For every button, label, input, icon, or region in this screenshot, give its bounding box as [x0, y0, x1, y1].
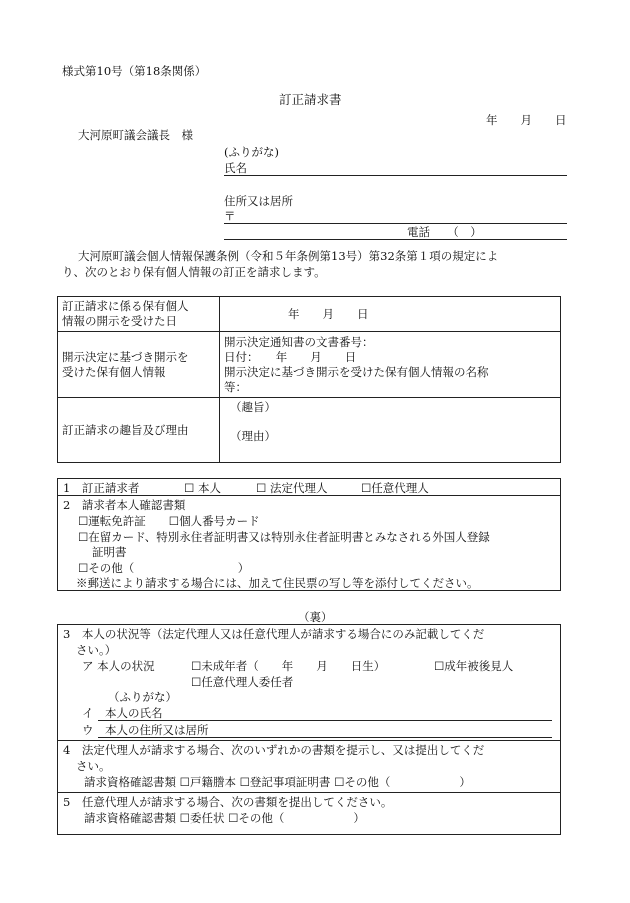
id-docs-line1[interactable]: ☐運転免許証 ☐個人番号カード — [78, 514, 260, 528]
purpose-reason-label: 訂正請求の趣旨及び理由 — [58, 398, 220, 463]
principal-address-label: ウ 本人の住所又は居所 — [82, 723, 209, 737]
name-label: 氏名 — [224, 161, 247, 175]
option-legal-agent[interactable]: ☐ 法定代理人 — [256, 481, 328, 495]
disclosed-info-value[interactable]: 開示決定通知書の文書番号： 日付： 年 月 日 開示決定に基づき開示を受けた保有個人情報の名称 等： — [220, 332, 561, 398]
principal-status-label: ア 本人の状況 — [82, 659, 155, 673]
intro-line-1: 大河原町議会個人情報保護条例（令和５年条例第13号）第32条第１項の規定によ — [78, 249, 499, 263]
section4-label-2: さい。 — [76, 759, 111, 773]
disclosed-info-label: 開示決定に基づき開示を 受けた保有個人情報 — [58, 332, 220, 398]
disclosure-date-label: 訂正請求に係る保有個人 情報の開示を受けた日 — [58, 297, 220, 332]
option-self[interactable]: ☐ 本人 — [184, 481, 221, 495]
mail-note: ※郵送により請求する場合には、加えて住民票の写し等を添付してください。 — [76, 576, 479, 590]
principal-name-field[interactable] — [98, 720, 552, 721]
intro-line-2: り、次のとおり保有個人情報の訂正を請求します。 — [62, 265, 326, 279]
postal-mark: 〒 — [224, 209, 236, 223]
section5-label: 5 任意代理人が請求する場合、次の書類を提出してください。 — [63, 795, 393, 809]
id-docs-other[interactable]: ☐その他（ ） — [78, 561, 250, 575]
form-number: 様式第10号（第18条関係） — [62, 64, 207, 78]
option-principal-delegator[interactable]: ☐任意代理人委任者 — [191, 675, 294, 689]
section4-label: 4 法定代理人が請求する場合、次のいずれかの書類を提示し、又は提出してくだ — [63, 743, 485, 757]
agent-info-box — [57, 624, 561, 835]
address-label: 住所又は居所 — [224, 194, 293, 208]
purpose-reason-value[interactable]: （趣旨） （理由） — [220, 398, 561, 463]
addressee: 大河原町議会議長 様 — [78, 128, 193, 142]
section3-label-2: さい。） — [76, 643, 117, 657]
section3-label: 3 本人の状況等（法定代理人又は任意代理人が請求する場合にのみ記載してくだ — [63, 627, 485, 641]
correction-request-table — [57, 296, 561, 463]
phone-field[interactable] — [224, 239, 567, 240]
name-field[interactable] — [224, 175, 567, 176]
legal-agent-docs[interactable]: 請求資格確認書類 ☐戸籍謄本 ☐登記事項証明書 ☐その他（ ） — [84, 775, 471, 789]
phone-label: 電話 （ ） — [407, 225, 482, 239]
option-minor[interactable]: ☐未成年者（ 年 月 日生） — [191, 659, 386, 673]
furigana-label: (ふりがな) — [224, 145, 279, 159]
requester-label: 1 訂正請求者 — [63, 481, 140, 495]
principal-name-label: イ 本人の氏名 — [82, 706, 163, 720]
requester-box — [57, 478, 561, 591]
id-docs-label: 2 請求者本人確認書類 — [63, 498, 186, 512]
option-adult-ward[interactable]: ☐成年被後見人 — [434, 659, 514, 673]
page-title: 訂正請求書 — [279, 92, 342, 107]
voluntary-agent-docs[interactable]: 請求資格確認書類 ☐委任状 ☐その他（ ） — [84, 811, 365, 825]
id-docs-line2[interactable]: ☐在留カード、特別永住者証明書又は特別永住者証明書とみなされる外国人登録 — [78, 530, 490, 544]
option-voluntary-agent[interactable]: ☐任意代理人 — [361, 481, 429, 495]
address-field[interactable] — [224, 223, 567, 224]
back-side-label: （裏） — [298, 610, 333, 624]
id-docs-line2b: 証明書 — [92, 545, 127, 559]
disclosure-date-value[interactable]: 年 月 日 — [220, 297, 561, 332]
date-line: 年 月 日 — [486, 113, 567, 127]
principal-address-field[interactable] — [98, 737, 552, 738]
principal-furigana: （ふりがな） — [108, 690, 177, 704]
